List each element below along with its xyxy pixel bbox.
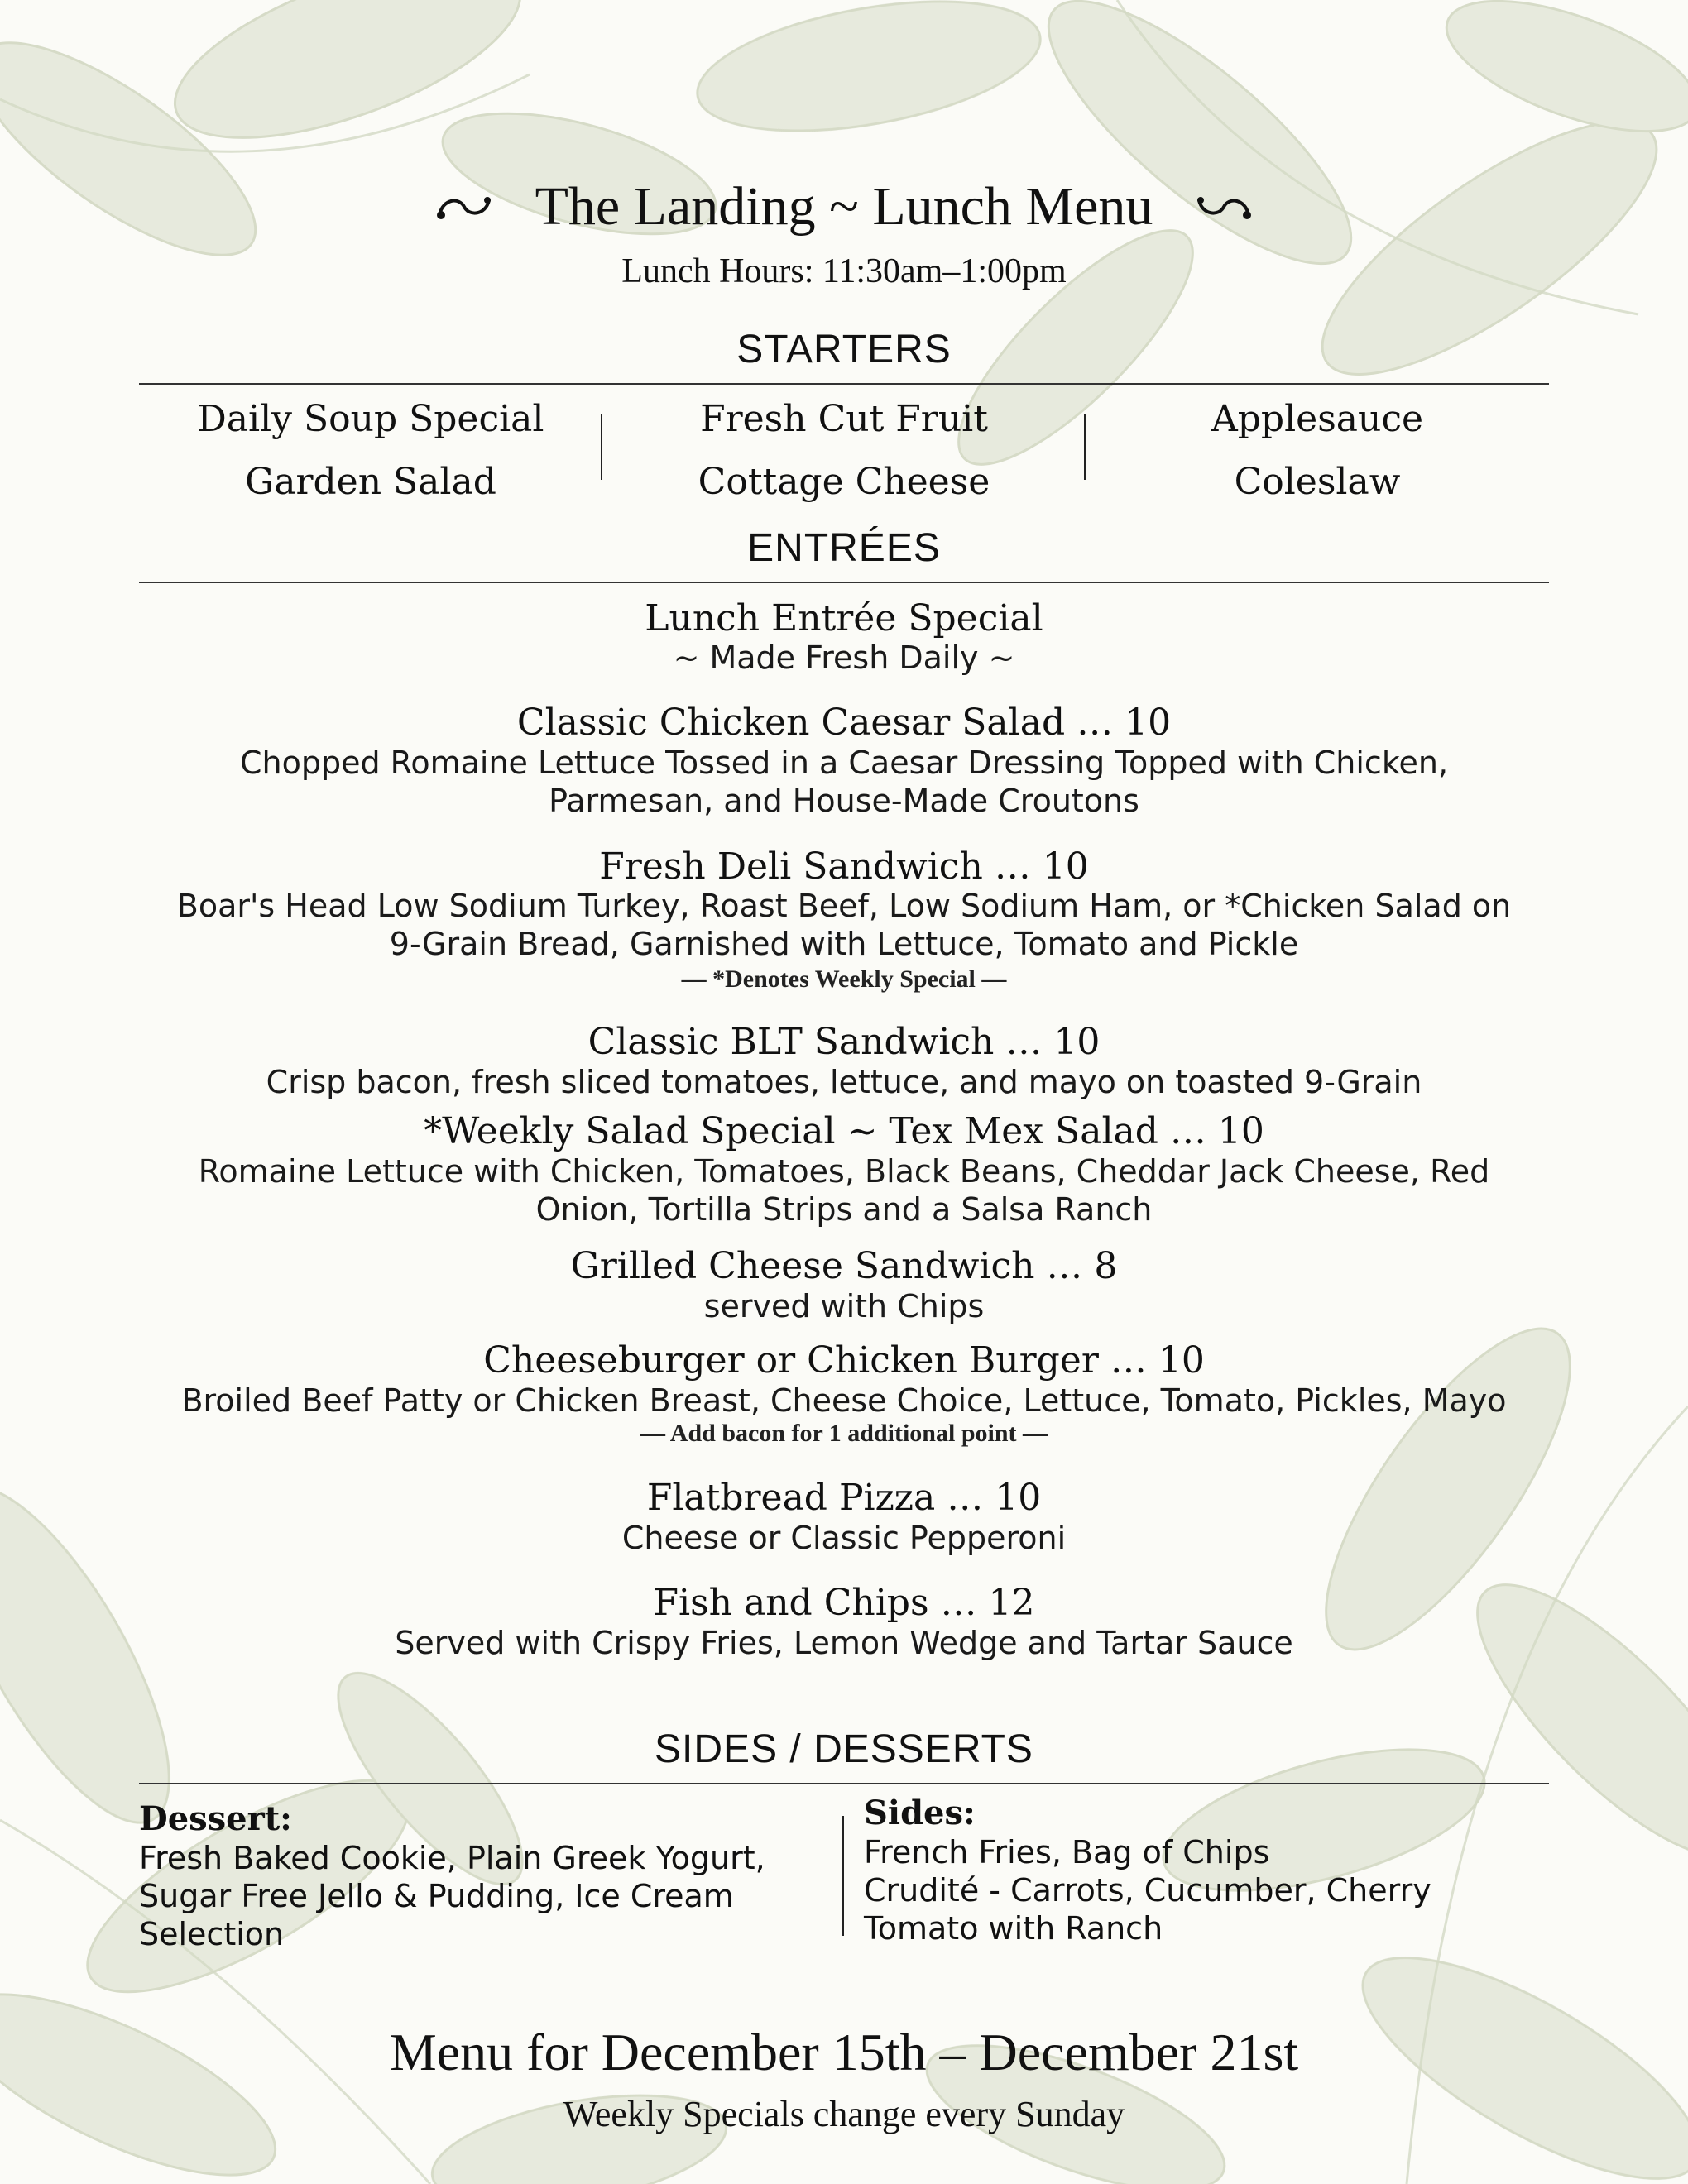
sides-line: French Fries, Bag of Chips (864, 1834, 1270, 1870)
sides-divider (842, 1816, 844, 1936)
entree-note: — *Denotes Weekly Special — (681, 965, 1007, 993)
starter-item: Applesauce (1211, 398, 1424, 440)
entree-description: Cheese or Classic Pepperoni (621, 1520, 1067, 1556)
sides-desserts-rule (139, 1783, 1549, 1784)
entree-description: Chopped Romaine Lettuce Tossed in a Caesar Dressing Topped with Chicken, (239, 745, 1449, 781)
title-row (0, 165, 1688, 248)
starter-item: Fresh Cut Fruit (700, 398, 988, 440)
starters-rule (139, 383, 1549, 385)
entree-description: served with Chips (703, 1288, 985, 1324)
entree-description: Romaine Lettuce with Chicken, Tomatoes, Black Beans, Cheddar Jack Cheese, Red (198, 1153, 1490, 1190)
dessert-label: Dessert: (139, 1799, 292, 1838)
entree-description: Crisp bacon, fresh sliced tomatoes, lettuce, and mayo on toasted 9-Grain (266, 1064, 1422, 1100)
entree-title: Fish and Chips … 12 (653, 1582, 1035, 1624)
starters-list (139, 389, 1549, 513)
entree-title: *Weekly Salad Special ~ Tex Mex Salad … 10 (424, 1110, 1264, 1152)
flourish-right-icon (1194, 190, 1254, 223)
entree-description: Boar's Head Low Sodium Turkey, Roast Beef, Low Sodium Ham, or *Chicken Salad on (176, 888, 1512, 924)
menu-dates: Menu for December 15th – December 21st (389, 2023, 1299, 2081)
lunch-hours: Lunch Hours: 11:30am–1:00pm (621, 252, 1067, 290)
starters-column-2 (612, 389, 1076, 515)
starters-column-3 (1086, 389, 1549, 515)
entrees-heading: ENTRÉES (747, 526, 941, 570)
weekly-specials-note: Weekly Specials change every Sunday (563, 2094, 1125, 2134)
sides-desserts-heading: SIDES / DESSERTS (655, 1727, 1033, 1771)
page-title: The Landing ~ Lunch Menu (535, 176, 1153, 237)
dessert-line: Sugar Free Jello & Pudding, Ice Cream (139, 1878, 734, 1914)
starters-column-1 (139, 389, 602, 515)
dessert-line: Fresh Baked Cookie, Plain Greek Yogurt, (139, 1840, 765, 1876)
entree-title: Cheeseburger or Chicken Burger … 10 (483, 1339, 1205, 1382)
entree-title: Classic Chicken Caesar Salad … 10 (516, 702, 1172, 744)
entree-special-title: Lunch Entrée Special (645, 597, 1043, 639)
entree-title: Flatbread Pizza … 10 (646, 1477, 1042, 1519)
starters-divider (601, 414, 602, 480)
entree-description: Parmesan, and House-Made Croutons (549, 783, 1139, 819)
sides-label: Sides: (864, 1794, 976, 1832)
dessert-line: Selection (139, 1916, 285, 1952)
entree-description: 9-Grain Bread, Garnished with Lettuce, Tomato and Pickle (389, 926, 1299, 962)
entree-description: Broiled Beef Patty or Chicken Breast, Cheese Choice, Lettuce, Tomato, Pickles, Mayo (181, 1382, 1507, 1419)
entree-description: Onion, Tortilla Strips and a Salsa Ranch (535, 1191, 1153, 1228)
sides-line: Tomato with Ranch (864, 1910, 1163, 1947)
starter-item: Daily Soup Special (197, 398, 544, 440)
flourish-left-icon (434, 190, 494, 223)
sides-line: Crudité - Carrots, Cucumber, Cherry (864, 1872, 1431, 1909)
starter-item: Cottage Cheese (698, 461, 990, 503)
starters-heading: STARTERS (736, 328, 952, 371)
starter-item: Coleslaw (1234, 461, 1401, 503)
entree-title: Classic BLT Sandwich … 10 (587, 1021, 1101, 1063)
entree-title: Grilled Cheese Sandwich … 8 (570, 1245, 1118, 1287)
starter-item: Garden Salad (245, 461, 496, 503)
entree-description: Served with Crispy Fries, Lemon Wedge and Tartar Sauce (395, 1625, 1293, 1661)
entrees-rule (139, 582, 1549, 583)
entree-special-subtitle: ~ Made Fresh Daily ~ (673, 639, 1015, 676)
entree-note: — Add bacon for 1 additional point — (640, 1420, 1048, 1447)
entree-title: Fresh Deli Sandwich … 10 (599, 845, 1089, 888)
